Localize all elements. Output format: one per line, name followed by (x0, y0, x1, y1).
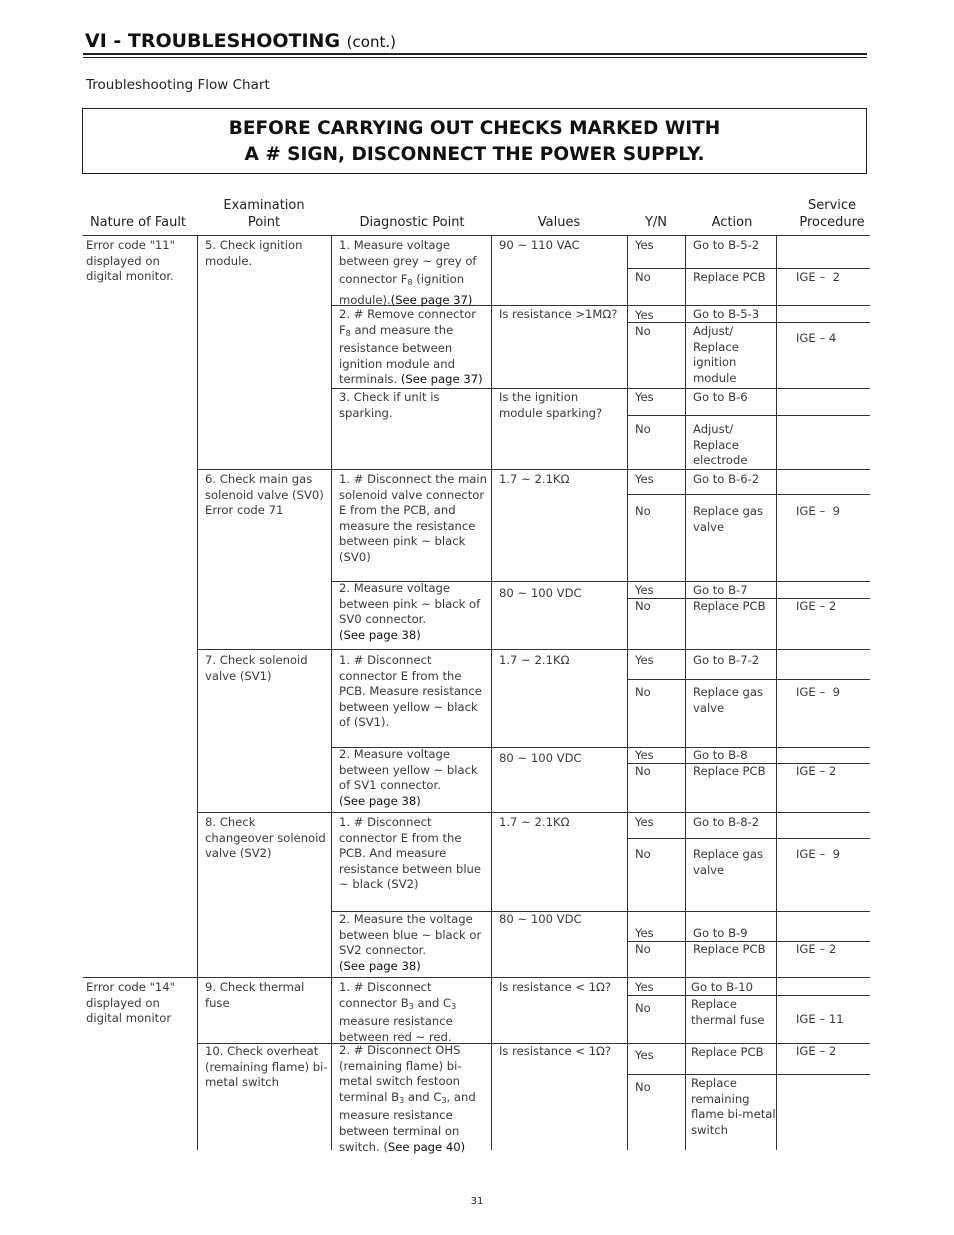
diag-6-2: 2. Measure voltage between pink ~ black of SV0 connector. (See page 38) (339, 581, 481, 642)
action-5-1-no: Replace PCB (693, 270, 766, 284)
exam-6: 6. Check main gas solenoid valve (SV0) Error code 71 (205, 472, 324, 518)
action-8-1-yes: Go to B-8-2 (693, 815, 760, 829)
value-7-2: 80 ~ 100 VDC (499, 751, 582, 765)
col-service-2: Procedure (799, 215, 865, 230)
diag-5-1: 1. Measure voltage between grey ~ grey of connector $F_8$ (ignition module).(See page 37) (339, 238, 477, 308)
diag-5-3: 3. Check if unit is sparking. (339, 390, 440, 420)
action-5-2-no: Adjust/ Replace ignition module (693, 324, 739, 385)
action-8-2-yes: Go to B-9 (693, 926, 748, 940)
page-number: 31 (470, 1196, 484, 1207)
warning-line-1: BEFORE CARRYING OUT CHECKS MARKED WITH (228, 118, 721, 139)
value-6-1: 1.7 ~ 2.1KΩ (499, 472, 570, 486)
yn-5-2-yes: Yes (635, 308, 654, 322)
value-5-2: Is resistance >1MΩ? (499, 307, 618, 321)
action-7-2-yes: Go to B-8 (693, 748, 748, 762)
svc-8-2: IGE – 2 (796, 942, 837, 956)
yn-7-2-no: No (635, 764, 651, 778)
action-10-1-no: Replace remaining flame bi-metal switch (691, 1076, 776, 1137)
yn-8-1-yes: Yes (635, 815, 654, 829)
col-service-1: Service (807, 198, 857, 213)
col-diag: Diagnostic Point (359, 215, 465, 230)
svc-6-2: IGE – 2 (796, 599, 837, 613)
col-action: Action (711, 215, 753, 230)
action-5-2-yes: Go to B-5-3 (693, 307, 760, 321)
action-7-1-no: Replace gas valve (693, 685, 764, 715)
diag-10-1: 2. # Disconnect OHS (remaining flame) bi- metal switch festoon terminal $B_3$ and $C_3$, and measure resistance between terminal on switch. (See page 40) (339, 1043, 476, 1154)
diag-9-1: 1. # Disconnect connector $B_3$ and $C_3$ measure resistance between red ~ red. (339, 980, 457, 1044)
value-8-2: 80 ~ 100 VDC (499, 912, 582, 926)
yn-8-1-no: No (635, 847, 651, 861)
exam-8: 8. Check changeover solenoid valve (SV2) (205, 815, 326, 861)
diag-5-2: 2. # Remove connector $F_8$ and measure the resistance between ignition module and terminals. (See page 37) (339, 307, 483, 387)
col-exam-1: Examination (223, 198, 305, 213)
value-5-1: 90 ~ 110 VAC (499, 238, 580, 252)
diag-8-2: 2. Measure the voltage between blue ~ black or SV2 connector. (See page 38) (339, 912, 482, 973)
diag-7-1: 1. # Disconnect connector E from the PCB. Measure resistance between yellow ~ black of (SV1). (339, 653, 482, 730)
exam-9: 9. Check thermal fuse (205, 980, 305, 1010)
svc-7-1: IGE – 9 (796, 685, 840, 699)
value-9-1: Is resistance < 1Ω? (499, 980, 612, 994)
yn-5-3-no: No (635, 422, 651, 436)
svc-5-2: IGE – 4 (796, 331, 837, 345)
warning-line-2: A # SIGN, DISCONNECT THE POWER SUPPLY. (244, 144, 705, 165)
yn-6-1-no: No (635, 504, 651, 518)
yn-10-1-no: No (635, 1080, 651, 1094)
yn-10-1-yes: Yes (635, 1048, 654, 1062)
col-exam-2: Point (247, 215, 281, 230)
action-6-2-yes: Go to B-7 (693, 583, 748, 597)
action-10-1-yes: Replace PCB (691, 1045, 764, 1059)
col-nature: Nature of Fault (89, 215, 187, 230)
action-9-1-yes: Go to B-10 (691, 980, 753, 994)
exam-5: 5. Check ignition module. (205, 238, 303, 268)
action-9-1-no: Replace thermal fuse (691, 997, 765, 1027)
action-6-1-no: Replace gas valve (693, 504, 764, 534)
header-cont: (cont.) (346, 33, 396, 51)
yn-9-1-no: No (635, 1001, 651, 1015)
fault-error-14: Error code "14" displayed on digital monitor (86, 980, 176, 1026)
action-5-3-yes: Go to B-6 (693, 390, 748, 404)
action-8-1-no: Replace gas valve (693, 847, 764, 877)
yn-8-2-yes: Yes (635, 926, 654, 940)
svc-10-1: IGE – 2 (796, 1044, 837, 1058)
diag-6-1: 1. # Disconnect the main solenoid valve connector E from the PCB, and measure the resistance between pink ~ black (SV0) (339, 472, 487, 564)
value-5-3: Is the ignition module sparking? (499, 390, 603, 420)
yn-6-2-no: No (635, 599, 651, 613)
yn-5-1-yes: Yes (635, 238, 654, 252)
action-6-1-yes: Go to B-6-2 (693, 472, 760, 486)
yn-6-2-yes: Yes (635, 583, 654, 597)
action-8-2-no: Replace PCB (693, 942, 766, 956)
svc-7-2: IGE – 2 (796, 764, 837, 778)
diag-7-2: 2. Measure voltage between yellow ~ black of SV1 connector. (See page 38) (339, 747, 478, 808)
exam-10: 10. Check overheat (remaining flame) bi- metal switch (205, 1044, 328, 1090)
action-5-1-yes: Go to B-5-2 (693, 238, 760, 252)
svc-8-1: IGE – 9 (796, 847, 840, 861)
diag-8-1: 1. # Disconnect connector E from the PCB. And measure resistance between blue ~ black (SV2) (339, 815, 482, 892)
col-values: Values (537, 215, 581, 230)
value-6-2: 80 ~ 100 VDC (499, 586, 582, 600)
yn-5-2-no: No (635, 324, 651, 338)
action-5-3-no: Adjust/ Replace electrode (693, 422, 748, 468)
yn-6-1-yes: Yes (635, 472, 654, 486)
header-title: VI - TROUBLESHOOTING (85, 30, 341, 52)
svc-5-1: IGE – 2 (796, 270, 840, 284)
flow-chart-title: Troubleshooting Flow Chart (86, 77, 270, 93)
fault-error-11: Error code "11" displayed on digital monitor. (86, 238, 176, 284)
yn-7-1-yes: Yes (635, 653, 654, 667)
yn-8-2-no: No (635, 942, 651, 956)
svc-9-1: IGE – 11 (796, 1012, 844, 1026)
value-10-1: Is resistance < 1Ω? (499, 1044, 612, 1058)
col-yn: Y/N (644, 215, 668, 230)
exam-7: 7. Check solenoid valve (SV1) (205, 653, 308, 683)
action-6-2-no: Replace PCB (693, 599, 766, 613)
yn-5-3-yes: Yes (635, 390, 654, 404)
yn-7-1-no: No (635, 685, 651, 699)
yn-7-2-yes: Yes (635, 748, 654, 762)
yn-5-1-no: No (635, 270, 651, 284)
yn-9-1-yes: Yes (635, 980, 654, 994)
action-7-1-yes: Go to B-7-2 (693, 653, 760, 667)
value-7-1: 1.7 ~ 2.1KΩ (499, 653, 570, 667)
value-8-1: 1.7 ~ 2.1KΩ (499, 815, 570, 829)
action-7-2-no: Replace PCB (693, 764, 766, 778)
svc-6-1: IGE – 9 (796, 504, 840, 518)
